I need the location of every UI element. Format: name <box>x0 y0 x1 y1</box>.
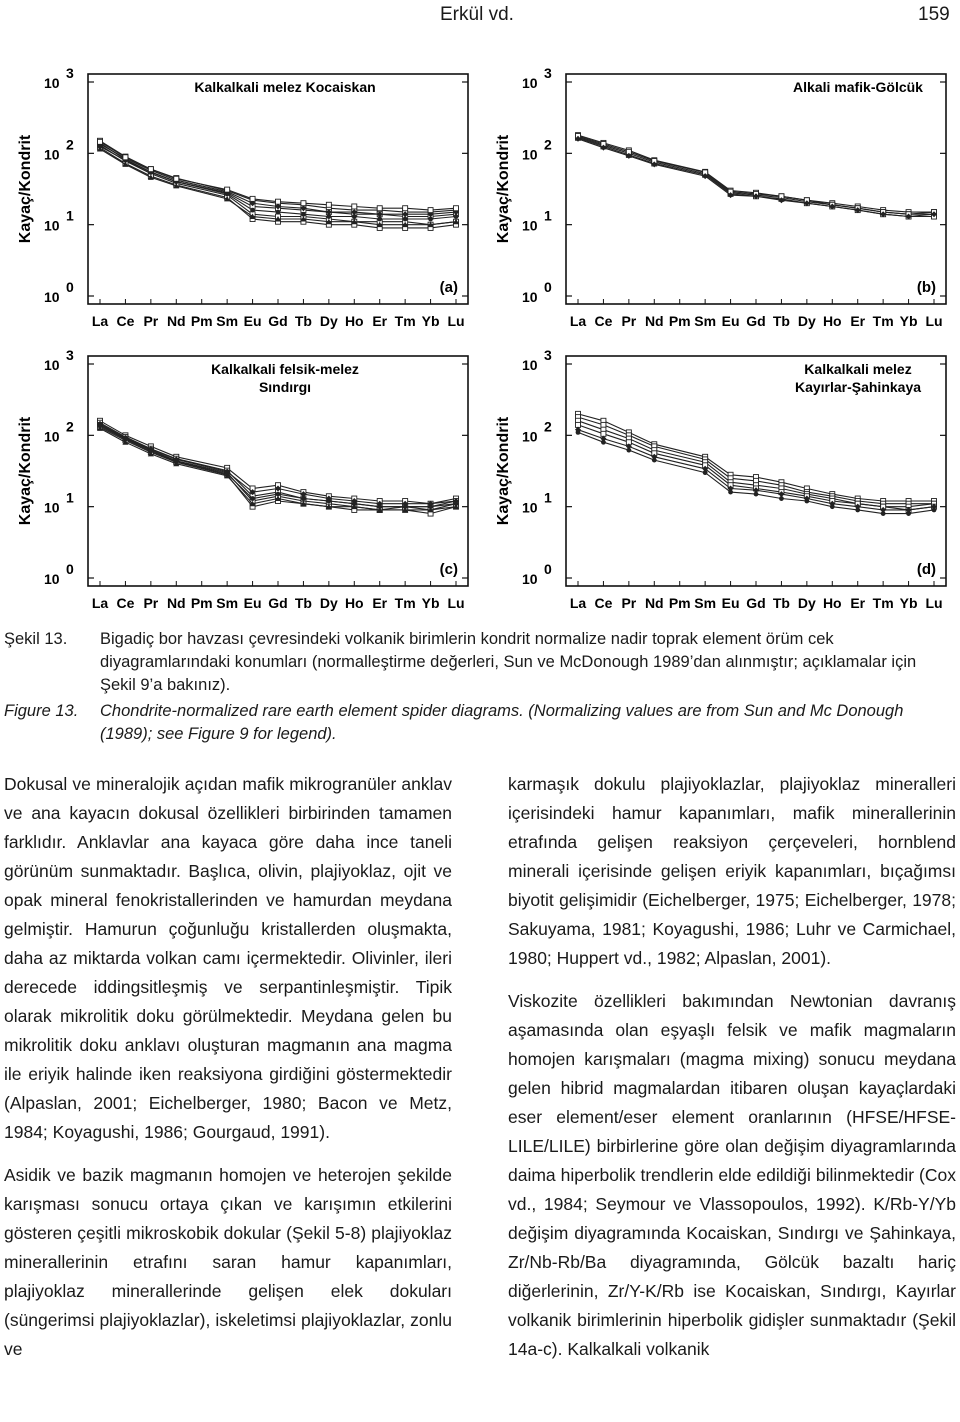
y-tick-exponent: 0 <box>66 279 74 295</box>
data-point <box>779 496 784 501</box>
x-tick-label: Eu <box>243 595 262 611</box>
page-header <box>0 0 960 36</box>
x-tick-label: Eu <box>243 313 262 329</box>
x-tick-label: Gd <box>746 313 766 329</box>
data-point <box>250 208 255 213</box>
data-point <box>98 139 103 144</box>
x-tick-label: Yb <box>899 313 918 329</box>
page-number: 159 <box>918 4 950 25</box>
data-point <box>250 196 255 201</box>
x-tick-label: Nd <box>166 313 186 329</box>
y-tick-label: 10 <box>44 289 60 305</box>
caption-en-text: Chondrite-normalized rare earth element spider diagrams. (Normalizing values are from Sun and Mc Donough (1989); see Figure 9 for legend). <box>100 702 904 743</box>
y-axis-label: Kayaç/Kondrit <box>495 134 512 244</box>
x-tick-label: Tb <box>294 313 312 329</box>
y-tick-exponent: 0 <box>544 561 552 577</box>
x-tick-label: Dy <box>319 595 338 611</box>
figure-caption-en <box>4 700 954 746</box>
data-point <box>601 431 606 436</box>
x-tick-label: Er <box>372 595 388 611</box>
x-tick-label: Lu <box>447 313 465 329</box>
y-tick-label: 10 <box>522 217 538 234</box>
x-tick-label: Pr <box>143 595 159 611</box>
ree-panel-b <box>478 52 956 334</box>
data-point <box>906 511 911 516</box>
x-tick-label: Pm <box>190 595 213 611</box>
y-tick-label: 10 <box>44 428 60 445</box>
data-point <box>601 422 606 427</box>
x-tick-label: Lu <box>925 595 943 611</box>
x-tick-label: Lu <box>447 595 465 611</box>
panel-title: Sındırgı <box>258 379 312 395</box>
data-point <box>652 458 657 463</box>
data-point <box>855 508 860 513</box>
x-tick-label: Tb <box>772 595 790 611</box>
data-point <box>454 206 459 211</box>
panel-title: Alkali mafik-Gölcük <box>793 79 923 95</box>
x-tick-label: Dy <box>797 595 816 611</box>
data-point <box>377 217 382 222</box>
x-tick-label: La <box>91 313 109 329</box>
x-tick-label: Yb <box>421 313 440 329</box>
ree-chart-svg <box>0 334 478 616</box>
ree-chart-svg <box>478 334 956 616</box>
panel-label: (c) <box>439 561 458 578</box>
x-tick-label: Gd <box>268 313 288 329</box>
ree-chart-svg <box>478 52 956 334</box>
x-tick-label: Ho <box>344 313 364 329</box>
x-tick-label: Er <box>372 313 388 329</box>
ree-panel-d <box>478 334 956 616</box>
data-point <box>830 504 835 509</box>
data-point <box>301 496 306 501</box>
y-tick-label: 10 <box>522 357 538 373</box>
caption-tr-text: Bigadiç bor havzası çevresindeki volkanik birimlerin kondrit normalize nadir toprak element örüm cek diyagramlarındaki konumları (normalleştirme değerleri, Sun ve McDonough 1989’dan alınmıştır; açıklamalar için Şekil 9’a bakınız). <box>100 630 917 694</box>
panel-label: (b) <box>916 279 936 296</box>
x-tick-label: Pr <box>143 313 159 329</box>
body-paragraph: karmaşık dokulu plajiyoklazlar, plajiyoklaz mineralleri içerisindeki hamur kapanımları, mafik minerallerinin etrafında gelişen reaksiyon çerçeveleri, hornblend minerali içerisinde gelişen eriyik kapanımları, bıçağımsı biyotit gelişimidir (Eichelberger, 1975; Eichelberger, 1978; Sakuyama, 1981; Koyagushi, 1986; Luhr ve Carmichael, 1980; Huppert vd., 1982; Alpaslan, 2001). <box>508 774 956 968</box>
data-point <box>932 508 937 513</box>
x-tick-label: Tm <box>394 313 416 329</box>
data-point <box>377 206 382 211</box>
x-tick-label: Sm <box>694 313 717 329</box>
plot-frame <box>566 74 946 304</box>
x-tick-label: Eu <box>721 595 740 611</box>
y-tick-label: 10 <box>44 146 60 163</box>
x-tick-label: Tm <box>872 595 894 611</box>
panel-title: Kalkalkali melez Kocaiskan <box>194 79 376 95</box>
y-axis-label: Kayaç/Kondrit <box>17 416 34 526</box>
y-tick-exponent: 3 <box>66 347 74 363</box>
x-tick-label: Yb <box>421 595 440 611</box>
body-paragraph: Dokusal ve mineralojik açıdan mafik mikrogranüler anklav ve ana kayacın dokusal özellikleri birbirinden tamamen farklıdır. Anklavlar ana kayaca göre daha ince taneli görünüm sunmaktadır. Başlıca, olivin, plajiyoklaz, ojit ve opak mineral fenokristallerinden ve hamurdan meydana gelmiştir. Hamurun çoğunluğu kristallerden oluşmakta, daha az miktarda volkan camı içermektedir. Olivinler, ileri derecede iddingsitleşmiş ve serpantinleşmiştir. Tipik olarak mikrolitik doku görülmektedir. Meydana gelen bu mikrolitik doku anklavı oluşturan magmanın ana magma ile eriyik halinde iken reaksiyona girdiğini göstermektedir (Alpaslan, 2001; Eichelberger, 1980; Bacon ve Metz, 1984; Koyagushi, 1986; Gourgaud, 1991). <box>4 774 452 1142</box>
y-tick-label: 10 <box>44 75 60 91</box>
x-tick-label: Ho <box>822 595 842 611</box>
y-tick-exponent: 2 <box>544 418 552 435</box>
body-column-right <box>508 770 956 1378</box>
x-tick-label: Tb <box>772 313 790 329</box>
x-tick-label: Ce <box>594 595 613 611</box>
panel-label: (d) <box>916 561 936 578</box>
x-tick-label: Dy <box>319 313 338 329</box>
y-tick-exponent: 1 <box>66 489 74 506</box>
data-point <box>626 448 631 453</box>
panel-label: (a) <box>439 279 458 296</box>
x-tick-label: Pm <box>668 595 691 611</box>
x-tick-label: Gd <box>268 595 288 611</box>
y-tick-exponent: 3 <box>66 65 74 81</box>
y-tick-exponent: 3 <box>544 347 552 363</box>
x-tick-label: Ce <box>594 313 613 329</box>
x-tick-label: Sm <box>216 313 239 329</box>
x-tick-label: Ho <box>344 595 364 611</box>
x-tick-label: Tm <box>872 313 894 329</box>
x-tick-label: Lu <box>925 313 943 329</box>
data-point <box>148 167 153 172</box>
x-tick-label: Pm <box>190 313 213 329</box>
caption-en-label: Figure 13. <box>4 702 79 720</box>
y-tick-label: 10 <box>44 217 60 234</box>
caption-tr-label: Şekil 13. <box>4 630 68 648</box>
x-tick-label: Er <box>850 595 866 611</box>
x-tick-label: Ce <box>116 595 135 611</box>
y-tick-exponent: 2 <box>66 136 74 153</box>
data-point <box>326 499 331 504</box>
y-axis-label: Kayaç/Kondrit <box>17 134 34 244</box>
data-point <box>454 214 459 219</box>
data-point <box>225 187 230 192</box>
panel-title: Kayırlar-Şahinkaya <box>794 379 922 395</box>
running-head-author: Erkül vd. <box>440 4 514 25</box>
body-column-left <box>4 770 452 1378</box>
data-point <box>576 430 581 435</box>
data-point <box>804 499 809 504</box>
x-tick-label: Ce <box>116 313 135 329</box>
y-tick-exponent: 1 <box>544 207 552 224</box>
x-tick-label: Gd <box>746 595 766 611</box>
data-point <box>881 511 886 516</box>
x-tick-label: La <box>91 595 109 611</box>
data-point <box>728 490 733 495</box>
data-point <box>428 217 433 222</box>
y-tick-label: 10 <box>522 571 538 587</box>
x-tick-label: La <box>569 595 587 611</box>
y-tick-label: 10 <box>44 571 60 587</box>
x-tick-label: Eu <box>721 313 740 329</box>
x-tick-label: Tm <box>394 595 416 611</box>
y-tick-exponent: 0 <box>66 561 74 577</box>
data-point <box>326 214 331 219</box>
x-tick-label: Nd <box>166 595 186 611</box>
x-tick-label: Nd <box>644 595 664 611</box>
data-point <box>123 155 128 160</box>
x-tick-label: Pr <box>621 595 637 611</box>
body-paragraph: Asidik ve bazik magmanın homojen ve heterojen şekilde karışması sonucu ortaya çıkan ve karışımın etkilerini gösteren çeşitli mikroskobik dokular (Şekil 5-8) plajiyoklaz minerallerinin etrafını saran hamur kapanımları, plajiyoklaz minerallerinde gelişen elek dokuları (süngerimsi plajiyoklazlar), iskeletimsi plajiyoklazlar, zonlu ve <box>4 1165 452 1359</box>
y-tick-exponent: 2 <box>66 418 74 435</box>
x-tick-label: Yb <box>899 595 918 611</box>
y-tick-exponent: 2 <box>544 136 552 153</box>
data-point <box>754 492 759 497</box>
data-point <box>301 212 306 217</box>
data-point <box>326 202 331 207</box>
plot-frame <box>88 74 468 304</box>
x-tick-label: Er <box>850 313 866 329</box>
ree-panel-a <box>0 52 478 334</box>
y-tick-label: 10 <box>44 499 60 516</box>
series-line <box>578 135 934 212</box>
x-tick-label: Pm <box>668 313 691 329</box>
data-point <box>301 201 306 206</box>
x-tick-label: Dy <box>797 313 816 329</box>
data-point <box>403 217 408 222</box>
panel-title: Kalkalkali felsik-melez <box>211 361 359 377</box>
data-point <box>174 176 179 181</box>
data-point <box>276 199 281 204</box>
y-tick-exponent: 1 <box>66 207 74 224</box>
panel-title: Kalkalkali melez <box>804 361 912 377</box>
data-point <box>703 470 708 475</box>
data-point <box>403 206 408 211</box>
x-tick-label: Pr <box>621 313 637 329</box>
y-tick-label: 10 <box>522 499 538 516</box>
x-tick-label: Tb <box>294 595 312 611</box>
body-paragraph: Viskozite özellikleri bakımından Newtonian davranış aşamasında olan eşyaşlı felsik ve mafik magmaların homojen karışmaları (magma mixing) sonucu meydana gelen hibrid magmalardan itibaren oluşan kayaçlardaki eser element/eser element oranlarının (HFSE/HFSE-LILE/LILE) birbirlerine göre olan değişim diyagramlarında daima hiperbolik trendlerin elde edildiği bilinmektedir (Cox vd., 1984; Seymour ve Vlassopoulos, 1992). K/Rb-Y/Yb değişim diyagramında Kocaiskan, Sındırgı ve Şahinkaya, Zr/Nb-Rb/Ba diyagramında, Gölcük bazaltı hariç diğerlerinin, Zr/Y-K/Rb ise Kocaiskan, Sındırgı, Kayırlar volkanik birimlerinin hiperbolik gidişler sunmaktadır (Şekil 14a-c). Kalkalkali volkanik <box>508 991 956 1359</box>
y-tick-exponent: 3 <box>544 65 552 81</box>
y-tick-exponent: 0 <box>544 279 552 295</box>
ree-panel-c <box>0 334 478 616</box>
x-tick-label: Nd <box>644 313 664 329</box>
y-tick-label: 10 <box>522 146 538 163</box>
data-point <box>576 422 581 427</box>
x-tick-label: Sm <box>216 595 239 611</box>
data-point <box>250 496 255 501</box>
x-tick-label: Ho <box>822 313 842 329</box>
x-tick-label: La <box>569 313 587 329</box>
data-point <box>428 208 433 213</box>
ree-chart-svg <box>0 52 478 334</box>
y-tick-label: 10 <box>44 357 60 373</box>
y-tick-label: 10 <box>522 428 538 445</box>
y-tick-label: 10 <box>522 289 538 305</box>
x-tick-label: Sm <box>694 595 717 611</box>
data-point <box>276 210 281 215</box>
y-tick-exponent: 1 <box>544 489 552 506</box>
y-tick-label: 10 <box>522 75 538 91</box>
y-axis-label: Kayaç/Kondrit <box>495 416 512 526</box>
data-point <box>352 214 357 219</box>
data-point <box>601 440 606 445</box>
data-point <box>352 204 357 209</box>
figure-caption-tr <box>4 628 954 697</box>
